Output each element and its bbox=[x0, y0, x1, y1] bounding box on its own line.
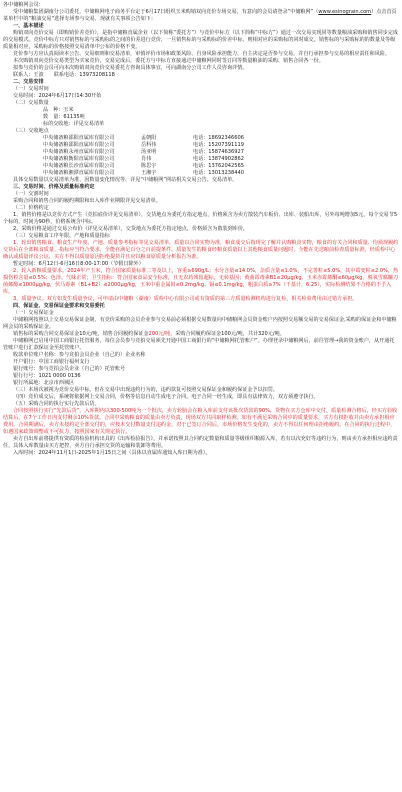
account-name: 收款单位账户名称：参与竞拍会员企业（自己的）企业名称 bbox=[13, 352, 146, 358]
subheading: （五）采购合同的执行实行先款后货。 bbox=[13, 401, 100, 407]
warehouse-row: 中央储备粮衡阳直属库有限公司 肖伟 电话：13874902862 bbox=[43, 156, 244, 162]
subheading: （一）交易保证金 bbox=[13, 310, 54, 316]
variety: 品 种：玉米 bbox=[43, 107, 74, 113]
intro-paragraph: 受中储粮集团湖南分公司委托，中储粮网电子商务平台定于6月17日组织玉米购销双向竞价专场交易，有意向的会员请登录“中储粮网”（www.esinograin.com）点击首页菜单栏中的“粮油交易”选择专场参与交易，现就有关事项公告如下： bbox=[3, 9, 397, 22]
bank-account: 银行账号：参与竞拍会员企业（自己的）托管账号 bbox=[13, 366, 126, 372]
paragraph: 销售标的采购合同交易保证金10元/吨，销售合同履约保证金200元/吨，采购合同履约保证金100元/吨，共计320元/吨。 bbox=[13, 331, 285, 337]
paragraph-highlight: 1、轮出销售粮食。粮食生产年度、产地、质量参考指标等见交易清单。质量以合同实物为准，粮食成交后指现完了解并认购粮食实物，粮食的有关合同和质量、均须现履约交货后在全部粮食质量、指标应当符合要求，全能在满足百分之百前提条件，质量发生的粮食经粮食质量以上其他粮食质量问题时，全能在先送粮前检查质量标准，经质检中心确认或质量评议公证，买方不得以质量原因拒绝提货并且应以粮食原质量分析报告为准。 bbox=[3, 240, 399, 260]
warehouse-list bbox=[3, 135, 399, 177]
paragraph: 本次购销双向竞价交易类型为买家竞价，交易完成后，委托方与中标方直接通过中储粮网同时签订同等数量粮油的采购、销售合同各一份。 bbox=[13, 58, 324, 64]
paragraph: 竞价参与方应认真阅读本公告、交易细则和交易清单，审慎评价市场和政策风险、自身风险承担能力，自主决定是否参与交易，并自行承担参与交易的相应责任和风险。 bbox=[13, 51, 390, 57]
section-1-heading: 一、基本描述 bbox=[13, 23, 44, 29]
bank-code: 银行行号：1021 0000 0136 bbox=[13, 373, 81, 379]
subheading: （一）交易时间 bbox=[13, 86, 49, 92]
paragraph: 2、采购价格是通过交易公布价（详见交易清单），交货地点为委托方指定地点，价格须含为散装到库价。 bbox=[13, 226, 249, 232]
warehouse-row: 中央储备粮永州直属库有限公司 汤亚明 电话：15874636927 bbox=[43, 149, 244, 155]
paragraph: 具体交易数量以交易清单为准，因数量变化情况等，详见“中储粮网”网站相关交易公告、交易清单。 bbox=[13, 177, 238, 183]
bank-location: 银行所属地：北京市西城区 bbox=[13, 380, 75, 386]
paragraph: 暂定时间：6月12日-6月16日8:00-17:00（节假日除外） bbox=[13, 261, 144, 267]
warehouse-row: 中央储备粮湘潭直属库有限公司 王湘宇 电话：13013238440 bbox=[43, 170, 244, 176]
paragraph-highlight: 3、质量争议。双方如发生质量争议，可申请由中储粮（湖南）质检中心有限公司或有资质的第三方质量检测机构进行复检，相关检验费用由过错方承担。 bbox=[13, 296, 358, 302]
subheading: （三）交易粮食工序年限、产地和质量指标 bbox=[13, 233, 110, 239]
paragraph: 购销双向竞价交易（即购销价差竞价），是指中储粮直属企业（以下简称“委托方”）与竞价中标方（以下简称“中标方”）通过一次交易实现同等数量粮油采购和销售同步完成的交易模式。竞价中标方只对销售标的与采购标的之间的价差进行竞价，一旦销售标的与采购标的价差中标，则相对应的采购标的同时成交。销售标的与采购标的的数量及等级质量相对应，采购标的价格按照交易清单中公布的价格不变。 bbox=[3, 30, 398, 50]
contact-line: 联系人：王波 联系电话：13973208118 bbox=[13, 72, 115, 78]
paragraph: 采购合同和销售合同的履约期限和出入库作业期限详见交易清单。 bbox=[13, 198, 161, 204]
warehouse-row: 中央储备粮邵阳直属库有限公司 岳科伟 电话：15207391119 bbox=[43, 142, 244, 148]
section-2-heading: 二、交易安排 bbox=[13, 79, 44, 85]
subheading: （二）价格约定 bbox=[13, 205, 49, 211]
paragraph: （四）竞价成交后，系统将依据网上交易合同，价格等信息自动生成电子合同。电子合同一经生成，即具有法律效力，双方须遵守执行。 bbox=[13, 394, 319, 400]
paragraph: 中储粮网已启用中国工商银行托管服务，每位会员参与竞拍交易须先开通中国工商银行的“中储粮网托管账户”。办理登录中储粮网后，前往管理→我的资金账户，从开通托管账户进行汇款保证金至托管账户。 bbox=[3, 338, 395, 351]
bank-name: 开户银行：中国工商银行福州支行 bbox=[13, 359, 90, 365]
subheading: （二）交易数量 bbox=[13, 100, 49, 106]
paragraph: 卖方自出库前将提供有资质的检验机构出具的《出库检验报告》，并承诺按照其合同约定数量和质量等级组织粮源入库，若有以次充好等违约行为，则由卖方承担相应违约责任，具体入库数量由买方把控，卖方自行承担交货的运输和装卸等费用。 bbox=[3, 436, 398, 449]
highlight-amount: 200元/吨 bbox=[148, 331, 171, 337]
greeting: 各中储粮网会员： bbox=[3, 2, 44, 8]
paragraph: 1、销售价格是以竞价方式产生（竞拍底价详见交易清单），交货地点为委托方指定地点，价格须含为卖方散装汽车板价、出库、装船出库，另外每吨增加5元，每个交易节5个标的，时间为90秒，价格系统含中标。 bbox=[3, 212, 398, 225]
paragraph: 拟参与竞价的会员可向本次购销双向竞价交易委托方咨询具体事宜，可向湖南分公司工作人员咨询详情。 bbox=[13, 65, 248, 71]
website-link[interactable]: www.esinograin.com bbox=[318, 9, 372, 15]
announcement-document bbox=[3, 0, 399, 457]
paragraph: （三）本场次被视为竞价交易中标，但在交易中出现违约行为的，违约款复可按照交易保证金和履约保证金予以扣罚。 bbox=[13, 387, 278, 393]
paragraph-highlight: 2、轮入新粮质量要求。2024年产玉米，符合国家质量标准二等及以上，容重≥690g/L；水分含量≤14.0%，杂质含量≤1.0%，不完善粒≤5.0%，其中霉变粒≤2.0%，热损伤粒含量≤0.5%；色泽、气味正常；卫生指标：符合国家食品安全标准，且无农药残留超标，无转基因；黄曲霉毒素B1≤20μg/kg，玉米赤霉烯酮≤60μg/kg，脱氧雪腐镰刀菌烯醇≤1000μg/kg，伏马毒素（B1+B2）≤2000μg/kg，玉米中重金属铅≤0.2mg/kg、镉≤0.1mg/kg，粗蛋白质≥7%（干基计，6.25），实际检测结果不合格的不予入库。 bbox=[3, 268, 399, 295]
paragraph: 入库时间：2024年11月1日-2025年1月15日之间（具体以直属库通知入库日期为准）。 bbox=[13, 450, 211, 456]
section-4-heading: 四、保证金、交易保证金要求和交易委托 bbox=[13, 303, 105, 309]
trade-time: 交易时间：2024年6月17日14:30开始 bbox=[13, 93, 102, 99]
warehouse-row: 中央储备粮邵阳直属库有限公司 孟朝阳 电话：18692346606 bbox=[43, 135, 244, 141]
section-3-heading: 三、交易时间、价格及质量标准约定 bbox=[13, 184, 95, 190]
warehouse-row: 中央储备粮长沙直属库有限公司 陈思宇 电话：13762042565 bbox=[43, 163, 244, 169]
delivery-place: 标的交收地：详见交易清单 bbox=[43, 121, 105, 127]
paragraph-highlight: 合同按照执行实行“先款后货”、入库期内以300-500吨为一个批次，卖方轮胎会在粮入库前支付该批次货款的90%，货物在买方仓库中交付，质量检测合格后，经买方验收结算后，在7个工作日内支付剩余10%货款。合同中采购粮食的质量由卖方负责，现场双方共同取样检测。如有不满足采购合同中的质量要求，买方有权拒收并由卖方承担相应费用。合同期满后，卖方未按约定全部交付的，应按未交付数量支付违约金。对于已签订合同后，市场价格发生变化的，卖方不得以任何理由拒绝履约。在合同的执行过程中，如遇国家政策调整或不可抗力，按照国家有关规定执行。 bbox=[3, 408, 398, 435]
subheading: （一）交割时间 bbox=[13, 191, 49, 197]
subheading: （三）交收地点 bbox=[13, 128, 49, 134]
paragraph: 中储粮网按照以上交易交易保证金制，有竞价采购的会员企业参与交易前必须根据交易数量向中储粮网会员资金账户内按照交易额交易的交易保证金,采购的保证金和中储粮网会员的采购保证金。 bbox=[3, 317, 397, 330]
quantity: 数 量：61135吨 bbox=[43, 114, 85, 120]
